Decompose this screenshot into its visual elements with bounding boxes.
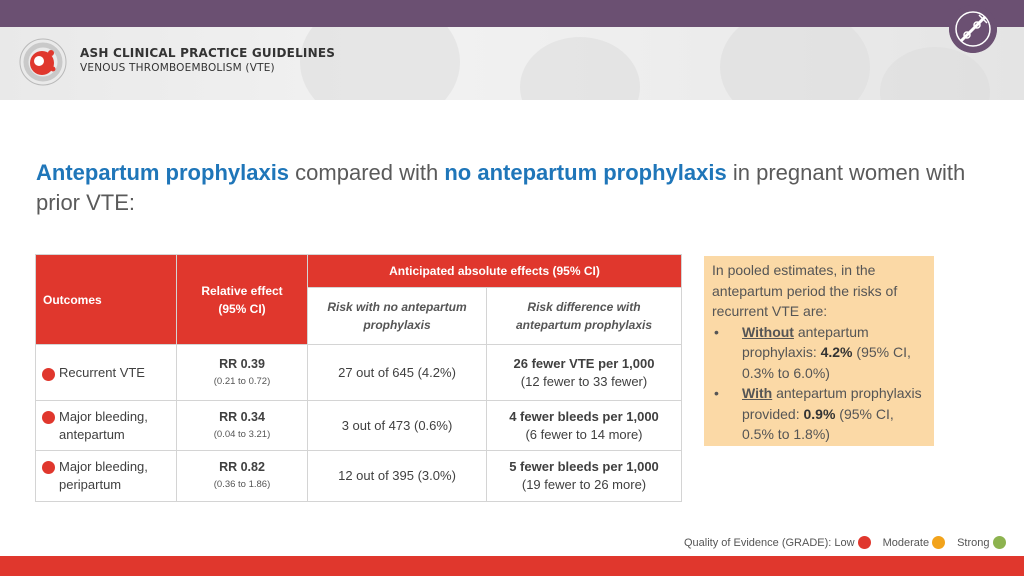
bullet-heading: Without <box>742 323 794 340</box>
legend-low-label: Low <box>834 536 855 549</box>
callout-intro: In pooled estimates, in the antepartum period the risks of recurrent VTE are: <box>712 262 898 319</box>
header-risk-without: Risk with no antepartum prophylaxis <box>308 288 487 345</box>
header-relative-effect: Relative effect (95% CI) <box>177 255 308 345</box>
bullet-value: 4.2% <box>820 344 853 360</box>
table-row <box>36 401 682 451</box>
bullet-marker: • <box>714 385 719 401</box>
title-connector: compared with <box>289 160 445 185</box>
grade-low-dot <box>42 411 55 424</box>
bullet-ci: (95% CI, 0.3% to 6.0%) <box>742 344 911 381</box>
risk-difference-cell <box>487 345 682 401</box>
risk-cell: 3 out of 473 (0.6%) <box>308 401 487 451</box>
outcome-cell <box>36 401 177 451</box>
header-outcomes: Outcomes <box>36 255 177 345</box>
grade-low-dot <box>42 368 55 381</box>
title-comparator: no antepartum prophylaxis <box>444 160 727 185</box>
risk-difference-cell <box>487 401 682 451</box>
pooled-estimates-callout <box>704 256 934 446</box>
bullet-text: antepartum prophylaxis provided: <box>742 385 922 422</box>
diff-main: 4 fewer bleeds per 1,000 <box>509 408 659 424</box>
callout-bullet-without <box>712 322 926 384</box>
title-intervention: Antepartum prophylaxis <box>36 160 290 185</box>
diff-main: 5 fewer bleeds per 1,000 <box>509 459 659 474</box>
diff-ci: (12 fewer to 33 fewer) <box>520 373 648 389</box>
legend-moderate-dot <box>932 536 945 549</box>
diff-ci: (6 fewer to 14 more) <box>525 426 643 442</box>
top-accent-bar <box>0 0 1024 27</box>
relative-effect-cell <box>177 451 308 502</box>
brand-subtitle: VENOUS THROMBOEMBOLISM (VTE) <box>80 62 275 74</box>
outcome-label: Major bleeding, peripartum <box>59 459 148 492</box>
bullet-ci: (95% CI, 0.5% to 1.8%) <box>742 405 894 442</box>
table-row <box>36 345 682 401</box>
outcome-label: Recurrent VTE <box>59 364 145 380</box>
brand-block <box>80 46 335 74</box>
callout-bullet-with <box>712 383 926 445</box>
grade-low-dot <box>42 461 55 474</box>
relative-effect-cell <box>177 345 308 401</box>
title-population: in pregnant women with prior VTE: <box>36 160 966 215</box>
rr-ci: (0.21 to 0.72) <box>213 375 271 387</box>
risk-difference-cell <box>487 451 682 502</box>
legend-low-dot <box>858 536 871 549</box>
diff-main: 26 fewer VTE per 1,000 <box>513 355 655 371</box>
bottom-accent-bar <box>0 556 1024 576</box>
relative-effect-cell <box>177 401 308 451</box>
bullet-text: antepartum prophylaxis: <box>742 323 869 360</box>
ash-society-logo-icon <box>18 37 68 87</box>
legend-prefix: Quality of Evidence (GRADE): <box>684 536 832 549</box>
rr-value: RR 0.39 <box>219 356 265 371</box>
slide-title <box>36 158 976 218</box>
header-anticipated-effects: Anticipated absolute effects (95% CI) <box>308 255 682 288</box>
vte-guideline-icon <box>949 5 997 53</box>
brand-title: ASH CLINICAL PRACTICE GUIDELINES <box>80 46 336 60</box>
outcome-label: Major bleeding, antepartum <box>59 408 148 442</box>
table-row <box>36 451 682 502</box>
legend-strong-dot <box>993 536 1006 549</box>
rr-ci: (0.04 to 3.21) <box>213 428 271 440</box>
bullet-heading: With <box>742 385 773 401</box>
grade-legend <box>684 536 1006 549</box>
outcome-cell <box>36 451 177 502</box>
risk-cell: 27 out of 645 (4.2%) <box>308 345 487 401</box>
risk-cell: 12 out of 395 (3.0%) <box>308 451 487 502</box>
diff-ci: (19 fewer to 26 more) <box>521 477 647 492</box>
bullet-value: 0.9% <box>803 405 836 422</box>
header-risk-difference: Risk difference with antepartum prophylaxis <box>487 288 682 345</box>
rr-ci: (0.36 to 1.86) <box>213 479 271 490</box>
bullet-marker: • <box>714 323 719 340</box>
evidence-table <box>35 254 682 502</box>
rr-value: RR 0.34 <box>219 409 265 424</box>
legend-strong-label: Strong <box>957 536 990 549</box>
legend-moderate-label: Moderate <box>882 536 930 549</box>
outcome-cell <box>36 345 177 401</box>
rr-value: RR 0.82 <box>219 460 265 474</box>
